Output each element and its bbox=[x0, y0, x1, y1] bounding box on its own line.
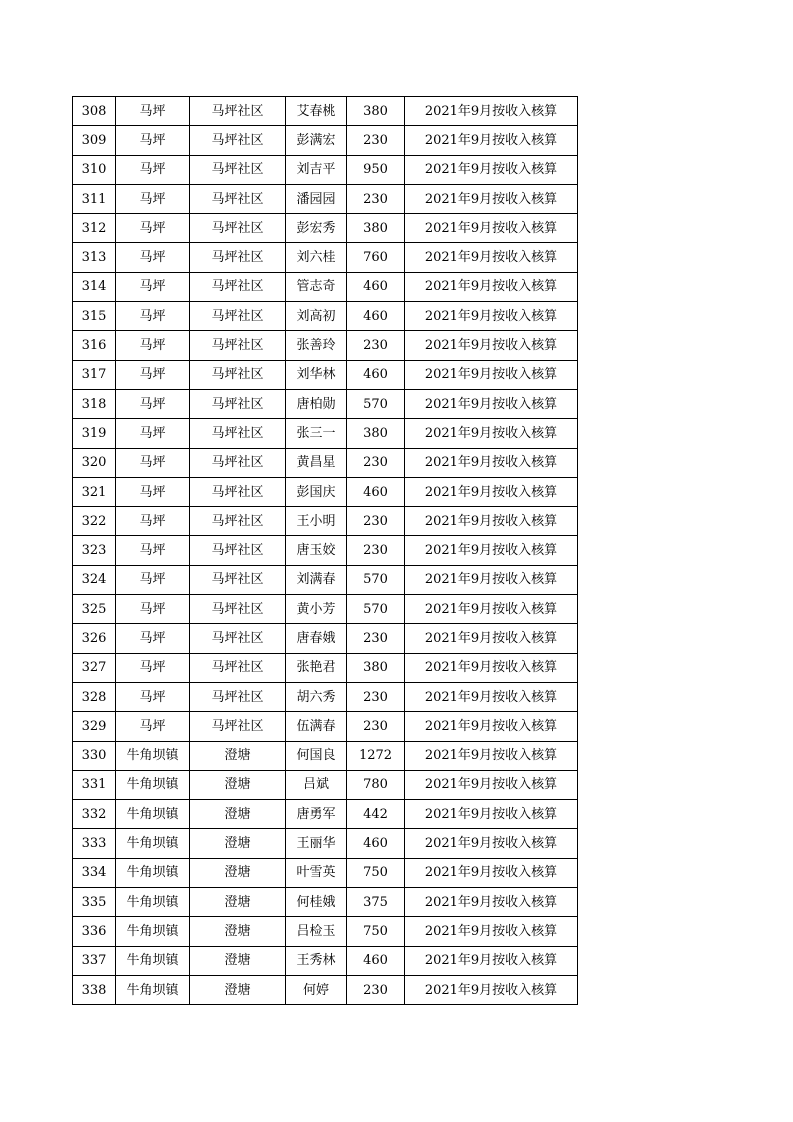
name-cell: 潘园园 bbox=[286, 184, 347, 213]
note-cell: 2021年9月按收入核算 bbox=[405, 917, 578, 946]
village-cell: 马坪社区 bbox=[190, 155, 286, 184]
amount-cell: 230 bbox=[347, 682, 405, 711]
table-row bbox=[73, 624, 578, 653]
town-cell: 马坪 bbox=[116, 419, 190, 448]
town-cell: 牛角坝镇 bbox=[116, 829, 190, 858]
row-number-cell: 332 bbox=[73, 800, 116, 829]
note-cell: 2021年9月按收入核算 bbox=[405, 975, 578, 1004]
name-cell: 伍满春 bbox=[286, 712, 347, 741]
village-cell: 马坪社区 bbox=[190, 624, 286, 653]
note-cell: 2021年9月按收入核算 bbox=[405, 888, 578, 917]
village-cell: 马坪社区 bbox=[190, 507, 286, 536]
name-cell: 彭宏秀 bbox=[286, 214, 347, 243]
row-number-cell: 337 bbox=[73, 946, 116, 975]
name-cell: 管志奇 bbox=[286, 272, 347, 301]
table-row bbox=[73, 155, 578, 184]
amount-cell: 750 bbox=[347, 858, 405, 887]
town-cell: 马坪 bbox=[116, 389, 190, 418]
row-number-cell: 310 bbox=[73, 155, 116, 184]
note-cell: 2021年9月按收入核算 bbox=[405, 448, 578, 477]
row-number-cell: 317 bbox=[73, 360, 116, 389]
table-row bbox=[73, 507, 578, 536]
village-cell: 澄塘 bbox=[190, 946, 286, 975]
note-cell: 2021年9月按收入核算 bbox=[405, 389, 578, 418]
row-number-cell: 316 bbox=[73, 331, 116, 360]
amount-cell: 230 bbox=[347, 184, 405, 213]
name-cell: 王丽华 bbox=[286, 829, 347, 858]
amount-cell: 570 bbox=[347, 595, 405, 624]
name-cell: 何国良 bbox=[286, 741, 347, 770]
village-cell: 马坪社区 bbox=[190, 653, 286, 682]
row-number-cell: 333 bbox=[73, 829, 116, 858]
amount-cell: 230 bbox=[347, 624, 405, 653]
town-cell: 牛角坝镇 bbox=[116, 741, 190, 770]
village-cell: 马坪社区 bbox=[190, 184, 286, 213]
name-cell: 刘高初 bbox=[286, 302, 347, 331]
table-row bbox=[73, 741, 578, 770]
amount-cell: 570 bbox=[347, 565, 405, 594]
town-cell: 牛角坝镇 bbox=[116, 917, 190, 946]
village-cell: 马坪社区 bbox=[190, 477, 286, 506]
amount-cell: 442 bbox=[347, 800, 405, 829]
village-cell: 马坪社区 bbox=[190, 243, 286, 272]
amount-cell: 460 bbox=[347, 477, 405, 506]
town-cell: 马坪 bbox=[116, 272, 190, 301]
town-cell: 马坪 bbox=[116, 302, 190, 331]
village-cell: 澄塘 bbox=[190, 800, 286, 829]
village-cell: 澄塘 bbox=[190, 829, 286, 858]
name-cell: 张三一 bbox=[286, 419, 347, 448]
town-cell: 牛角坝镇 bbox=[116, 946, 190, 975]
village-cell: 马坪社区 bbox=[190, 712, 286, 741]
row-number-cell: 329 bbox=[73, 712, 116, 741]
town-cell: 马坪 bbox=[116, 477, 190, 506]
note-cell: 2021年9月按收入核算 bbox=[405, 184, 578, 213]
amount-cell: 460 bbox=[347, 302, 405, 331]
name-cell: 刘满春 bbox=[286, 565, 347, 594]
amount-cell: 230 bbox=[347, 536, 405, 565]
name-cell: 叶雪英 bbox=[286, 858, 347, 887]
amount-cell: 460 bbox=[347, 360, 405, 389]
row-number-cell: 315 bbox=[73, 302, 116, 331]
name-cell: 彭国庆 bbox=[286, 477, 347, 506]
note-cell: 2021年9月按收入核算 bbox=[405, 331, 578, 360]
table-row bbox=[73, 858, 578, 887]
name-cell: 张善玲 bbox=[286, 331, 347, 360]
amount-cell: 230 bbox=[347, 331, 405, 360]
row-number-cell: 325 bbox=[73, 595, 116, 624]
amount-cell: 230 bbox=[347, 126, 405, 155]
note-cell: 2021年9月按收入核算 bbox=[405, 741, 578, 770]
name-cell: 何桂娥 bbox=[286, 888, 347, 917]
row-number-cell: 312 bbox=[73, 214, 116, 243]
row-number-cell: 336 bbox=[73, 917, 116, 946]
table-row bbox=[73, 448, 578, 477]
row-number-cell: 314 bbox=[73, 272, 116, 301]
amount-cell: 230 bbox=[347, 507, 405, 536]
table-row bbox=[73, 682, 578, 711]
name-cell: 刘吉平 bbox=[286, 155, 347, 184]
amount-cell: 760 bbox=[347, 243, 405, 272]
amount-cell: 460 bbox=[347, 946, 405, 975]
table-row bbox=[73, 653, 578, 682]
note-cell: 2021年9月按收入核算 bbox=[405, 858, 578, 887]
town-cell: 牛角坝镇 bbox=[116, 975, 190, 1004]
village-cell: 马坪社区 bbox=[190, 682, 286, 711]
table-row bbox=[73, 214, 578, 243]
amount-cell: 380 bbox=[347, 653, 405, 682]
town-cell: 马坪 bbox=[116, 214, 190, 243]
note-cell: 2021年9月按收入核算 bbox=[405, 712, 578, 741]
note-cell: 2021年9月按收入核算 bbox=[405, 360, 578, 389]
note-cell: 2021年9月按收入核算 bbox=[405, 126, 578, 155]
village-cell: 马坪社区 bbox=[190, 595, 286, 624]
name-cell: 何婷 bbox=[286, 975, 347, 1004]
name-cell: 唐春娥 bbox=[286, 624, 347, 653]
note-cell: 2021年9月按收入核算 bbox=[405, 507, 578, 536]
row-number-cell: 327 bbox=[73, 653, 116, 682]
note-cell: 2021年9月按收入核算 bbox=[405, 653, 578, 682]
village-cell: 马坪社区 bbox=[190, 536, 286, 565]
town-cell: 马坪 bbox=[116, 536, 190, 565]
table-row bbox=[73, 126, 578, 155]
amount-cell: 375 bbox=[347, 888, 405, 917]
amount-cell: 1272 bbox=[347, 741, 405, 770]
town-cell: 马坪 bbox=[116, 712, 190, 741]
document-page bbox=[72, 96, 577, 1005]
note-cell: 2021年9月按收入核算 bbox=[405, 243, 578, 272]
town-cell: 马坪 bbox=[116, 682, 190, 711]
amount-cell: 950 bbox=[347, 155, 405, 184]
note-cell: 2021年9月按收入核算 bbox=[405, 419, 578, 448]
town-cell: 马坪 bbox=[116, 360, 190, 389]
amount-cell: 380 bbox=[347, 97, 405, 126]
village-cell: 马坪社区 bbox=[190, 419, 286, 448]
village-cell: 马坪社区 bbox=[190, 331, 286, 360]
table-row bbox=[73, 360, 578, 389]
amount-cell: 460 bbox=[347, 829, 405, 858]
row-number-cell: 330 bbox=[73, 741, 116, 770]
town-cell: 马坪 bbox=[116, 155, 190, 184]
village-cell: 马坪社区 bbox=[190, 389, 286, 418]
town-cell: 马坪 bbox=[116, 184, 190, 213]
records-table-body bbox=[73, 97, 578, 1005]
note-cell: 2021年9月按收入核算 bbox=[405, 302, 578, 331]
table-row bbox=[73, 331, 578, 360]
table-row bbox=[73, 536, 578, 565]
town-cell: 马坪 bbox=[116, 624, 190, 653]
row-number-cell: 308 bbox=[73, 97, 116, 126]
table-row bbox=[73, 975, 578, 1004]
note-cell: 2021年9月按收入核算 bbox=[405, 595, 578, 624]
town-cell: 马坪 bbox=[116, 653, 190, 682]
row-number-cell: 311 bbox=[73, 184, 116, 213]
note-cell: 2021年9月按收入核算 bbox=[405, 97, 578, 126]
note-cell: 2021年9月按收入核算 bbox=[405, 155, 578, 184]
row-number-cell: 338 bbox=[73, 975, 116, 1004]
note-cell: 2021年9月按收入核算 bbox=[405, 946, 578, 975]
village-cell: 马坪社区 bbox=[190, 360, 286, 389]
town-cell: 牛角坝镇 bbox=[116, 858, 190, 887]
town-cell: 牛角坝镇 bbox=[116, 800, 190, 829]
table-row bbox=[73, 917, 578, 946]
village-cell: 澄塘 bbox=[190, 858, 286, 887]
row-number-cell: 318 bbox=[73, 389, 116, 418]
town-cell: 马坪 bbox=[116, 595, 190, 624]
table-row bbox=[73, 565, 578, 594]
name-cell: 刘华林 bbox=[286, 360, 347, 389]
name-cell: 王小明 bbox=[286, 507, 347, 536]
row-number-cell: 313 bbox=[73, 243, 116, 272]
row-number-cell: 328 bbox=[73, 682, 116, 711]
village-cell: 澄塘 bbox=[190, 741, 286, 770]
name-cell: 刘六桂 bbox=[286, 243, 347, 272]
village-cell: 澄塘 bbox=[190, 917, 286, 946]
row-number-cell: 309 bbox=[73, 126, 116, 155]
table-row bbox=[73, 97, 578, 126]
village-cell: 马坪社区 bbox=[190, 302, 286, 331]
name-cell: 胡六秀 bbox=[286, 682, 347, 711]
table-row bbox=[73, 712, 578, 741]
amount-cell: 570 bbox=[347, 389, 405, 418]
row-number-cell: 334 bbox=[73, 858, 116, 887]
village-cell: 马坪社区 bbox=[190, 448, 286, 477]
note-cell: 2021年9月按收入核算 bbox=[405, 829, 578, 858]
name-cell: 艾春桃 bbox=[286, 97, 347, 126]
village-cell: 马坪社区 bbox=[190, 272, 286, 301]
table-row bbox=[73, 770, 578, 799]
name-cell: 张艳君 bbox=[286, 653, 347, 682]
name-cell: 吕检玉 bbox=[286, 917, 347, 946]
name-cell: 唐玉姣 bbox=[286, 536, 347, 565]
name-cell: 吕斌 bbox=[286, 770, 347, 799]
table-row bbox=[73, 829, 578, 858]
table-row bbox=[73, 477, 578, 506]
table-row bbox=[73, 243, 578, 272]
table-row bbox=[73, 888, 578, 917]
row-number-cell: 319 bbox=[73, 419, 116, 448]
name-cell: 彭满宏 bbox=[286, 126, 347, 155]
village-cell: 马坪社区 bbox=[190, 214, 286, 243]
amount-cell: 750 bbox=[347, 917, 405, 946]
amount-cell: 780 bbox=[347, 770, 405, 799]
town-cell: 牛角坝镇 bbox=[116, 888, 190, 917]
town-cell: 马坪 bbox=[116, 126, 190, 155]
note-cell: 2021年9月按收入核算 bbox=[405, 477, 578, 506]
village-cell: 马坪社区 bbox=[190, 97, 286, 126]
village-cell: 澄塘 bbox=[190, 888, 286, 917]
row-number-cell: 331 bbox=[73, 770, 116, 799]
name-cell: 唐勇军 bbox=[286, 800, 347, 829]
town-cell: 马坪 bbox=[116, 565, 190, 594]
note-cell: 2021年9月按收入核算 bbox=[405, 214, 578, 243]
table-row bbox=[73, 946, 578, 975]
table-row bbox=[73, 595, 578, 624]
row-number-cell: 321 bbox=[73, 477, 116, 506]
note-cell: 2021年9月按收入核算 bbox=[405, 800, 578, 829]
table-row bbox=[73, 800, 578, 829]
row-number-cell: 322 bbox=[73, 507, 116, 536]
amount-cell: 230 bbox=[347, 448, 405, 477]
amount-cell: 460 bbox=[347, 272, 405, 301]
note-cell: 2021年9月按收入核算 bbox=[405, 682, 578, 711]
table-row bbox=[73, 184, 578, 213]
name-cell: 唐柏勋 bbox=[286, 389, 347, 418]
name-cell: 王秀林 bbox=[286, 946, 347, 975]
row-number-cell: 320 bbox=[73, 448, 116, 477]
village-cell: 澄塘 bbox=[190, 975, 286, 1004]
amount-cell: 380 bbox=[347, 214, 405, 243]
name-cell: 黄小芳 bbox=[286, 595, 347, 624]
note-cell: 2021年9月按收入核算 bbox=[405, 770, 578, 799]
town-cell: 马坪 bbox=[116, 97, 190, 126]
town-cell: 马坪 bbox=[116, 507, 190, 536]
table-row bbox=[73, 389, 578, 418]
note-cell: 2021年9月按收入核算 bbox=[405, 624, 578, 653]
row-number-cell: 335 bbox=[73, 888, 116, 917]
town-cell: 马坪 bbox=[116, 331, 190, 360]
amount-cell: 230 bbox=[347, 975, 405, 1004]
row-number-cell: 323 bbox=[73, 536, 116, 565]
note-cell: 2021年9月按收入核算 bbox=[405, 536, 578, 565]
table-row bbox=[73, 419, 578, 448]
table-row bbox=[73, 302, 578, 331]
note-cell: 2021年9月按收入核算 bbox=[405, 272, 578, 301]
village-cell: 马坪社区 bbox=[190, 126, 286, 155]
row-number-cell: 326 bbox=[73, 624, 116, 653]
records-table bbox=[72, 96, 578, 1005]
town-cell: 牛角坝镇 bbox=[116, 770, 190, 799]
row-number-cell: 324 bbox=[73, 565, 116, 594]
name-cell: 黄昌星 bbox=[286, 448, 347, 477]
amount-cell: 230 bbox=[347, 712, 405, 741]
town-cell: 马坪 bbox=[116, 243, 190, 272]
note-cell: 2021年9月按收入核算 bbox=[405, 565, 578, 594]
town-cell: 马坪 bbox=[116, 448, 190, 477]
village-cell: 马坪社区 bbox=[190, 565, 286, 594]
table-row bbox=[73, 272, 578, 301]
village-cell: 澄塘 bbox=[190, 770, 286, 799]
amount-cell: 380 bbox=[347, 419, 405, 448]
